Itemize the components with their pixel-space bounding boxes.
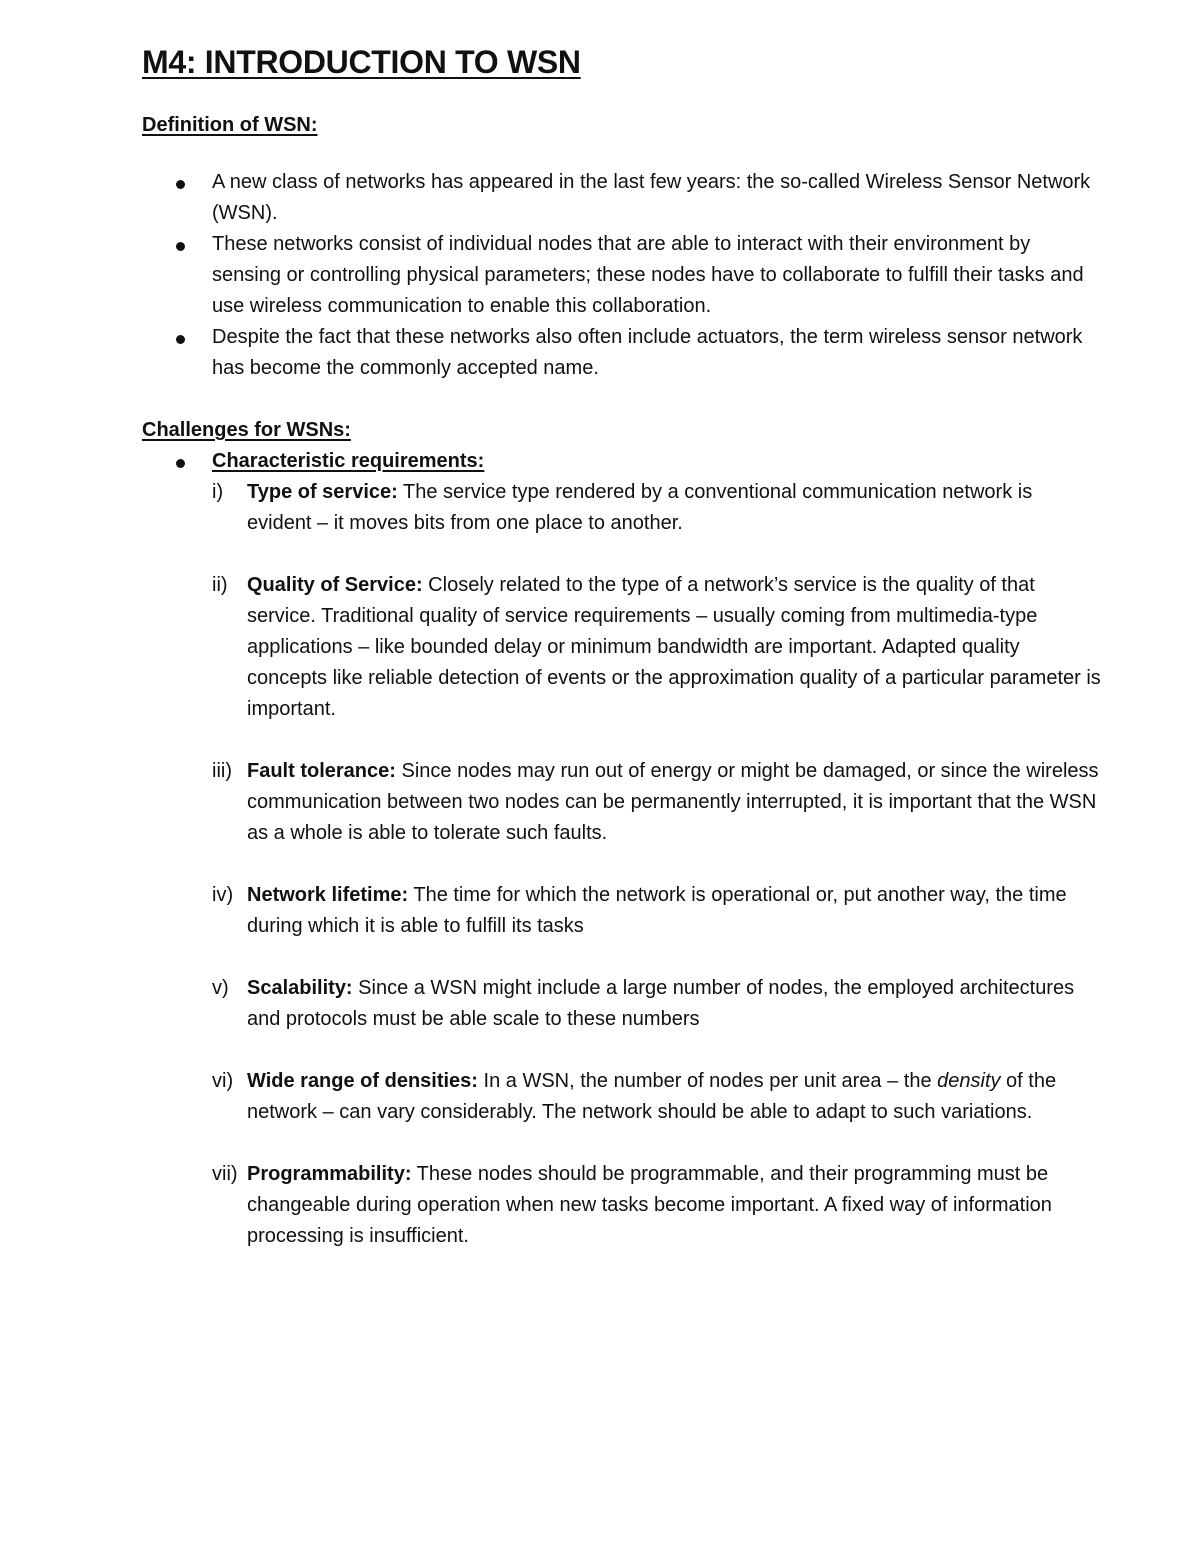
requirement-term: Wide range of densities: xyxy=(247,1070,478,1092)
requirement-item xyxy=(142,477,1102,539)
requirement-text: Closely related to the type of a network’s service is the quality of that service. Traditional quality of service requirements – usually coming from multimedia-type applications – like bounded delay or minimum bandwidth are important. Adapted quality concepts like reliable detection of events or the approximation quality of a particular parameter is important. xyxy=(247,574,1101,720)
requirement-text: of the network – can vary considerably. The network should be able to adapt to such variations. xyxy=(247,1070,1057,1123)
document-page xyxy=(142,40,1102,1252)
definition-list xyxy=(142,167,1102,384)
item-numeral: ii) xyxy=(212,574,228,596)
bullet-icon xyxy=(176,335,185,344)
item-numeral: i) xyxy=(212,481,224,503)
list-item xyxy=(142,229,1102,322)
requirement-item xyxy=(142,570,1102,725)
requirement-text: Since nodes may run out of energy or might be damaged, or since the wireless communication between two nodes can be permanently interrupted, it is important that the WSN as a whole is able to tolerate such faults. xyxy=(247,760,1099,844)
bullet-icon xyxy=(176,180,185,189)
requirement-item xyxy=(142,756,1102,849)
list-item xyxy=(142,167,1102,229)
requirement-term: Programmability: xyxy=(247,1163,412,1185)
definition-text: A new class of networks has appeared in the last few years: the so-called Wireless Sensor Network (WSN). xyxy=(212,171,1091,224)
item-numeral: vi) xyxy=(212,1070,234,1092)
requirement-term: Fault tolerance: xyxy=(247,760,396,782)
item-numeral: iii) xyxy=(212,760,232,782)
requirements-list xyxy=(142,477,1102,1252)
definition-text: These networks consist of individual nodes that are able to interact with their environment by sensing or controlling physical parameters; these nodes have to collaborate to fulfill their tasks and use wireless communication to enable this collaboration. xyxy=(212,233,1084,317)
bullet-icon xyxy=(176,242,185,251)
requirement-item xyxy=(142,1159,1102,1252)
requirement-text: The time for which the network is operational or, put another way, the time during which it is able to fulfill its tasks xyxy=(247,884,1067,937)
requirement-item xyxy=(142,1066,1102,1128)
list-item xyxy=(142,322,1102,384)
definition-text: Despite the fact that these networks also often include actuators, the term wireless sensor network has become the commonly accepted name. xyxy=(212,326,1083,379)
item-numeral: iv) xyxy=(212,884,234,906)
bullet-icon xyxy=(176,459,185,468)
item-numeral: vii) xyxy=(212,1163,238,1185)
definition-heading: Definition of WSN: xyxy=(142,114,318,136)
requirement-term: Network lifetime: xyxy=(247,884,409,906)
page-title: M4: INTRODUCTION TO WSN xyxy=(142,44,581,80)
requirement-term: Type of service: xyxy=(247,481,398,503)
item-numeral: v) xyxy=(212,977,229,999)
requirement-term: Quality of Service: xyxy=(247,574,423,596)
requirement-item xyxy=(142,973,1102,1035)
requirement-item xyxy=(142,880,1102,942)
requirement-text: The service type rendered by a conventional communication network is evident – it moves bits from one place to another. xyxy=(247,481,1033,534)
requirement-text: These nodes should be programmable, and their programming must be changeable during operation when new tasks become important. A fixed way of information processing is insufficient. xyxy=(247,1163,1052,1247)
challenges-list xyxy=(142,446,1102,477)
requirement-term: Scalability: xyxy=(247,977,353,999)
requirement-emphasis: density xyxy=(937,1070,1001,1092)
requirement-text: In a WSN, the number of nodes per unit area – the xyxy=(477,1070,938,1092)
challenges-heading: Challenges for WSNs: xyxy=(142,419,351,441)
requirements-subheading: Characteristic requirements: xyxy=(212,450,485,472)
list-item xyxy=(142,446,1102,477)
requirement-text: Since a WSN might include a large number of nodes, the employed architectures and protocols must be able scale to these numbers xyxy=(247,977,1075,1030)
